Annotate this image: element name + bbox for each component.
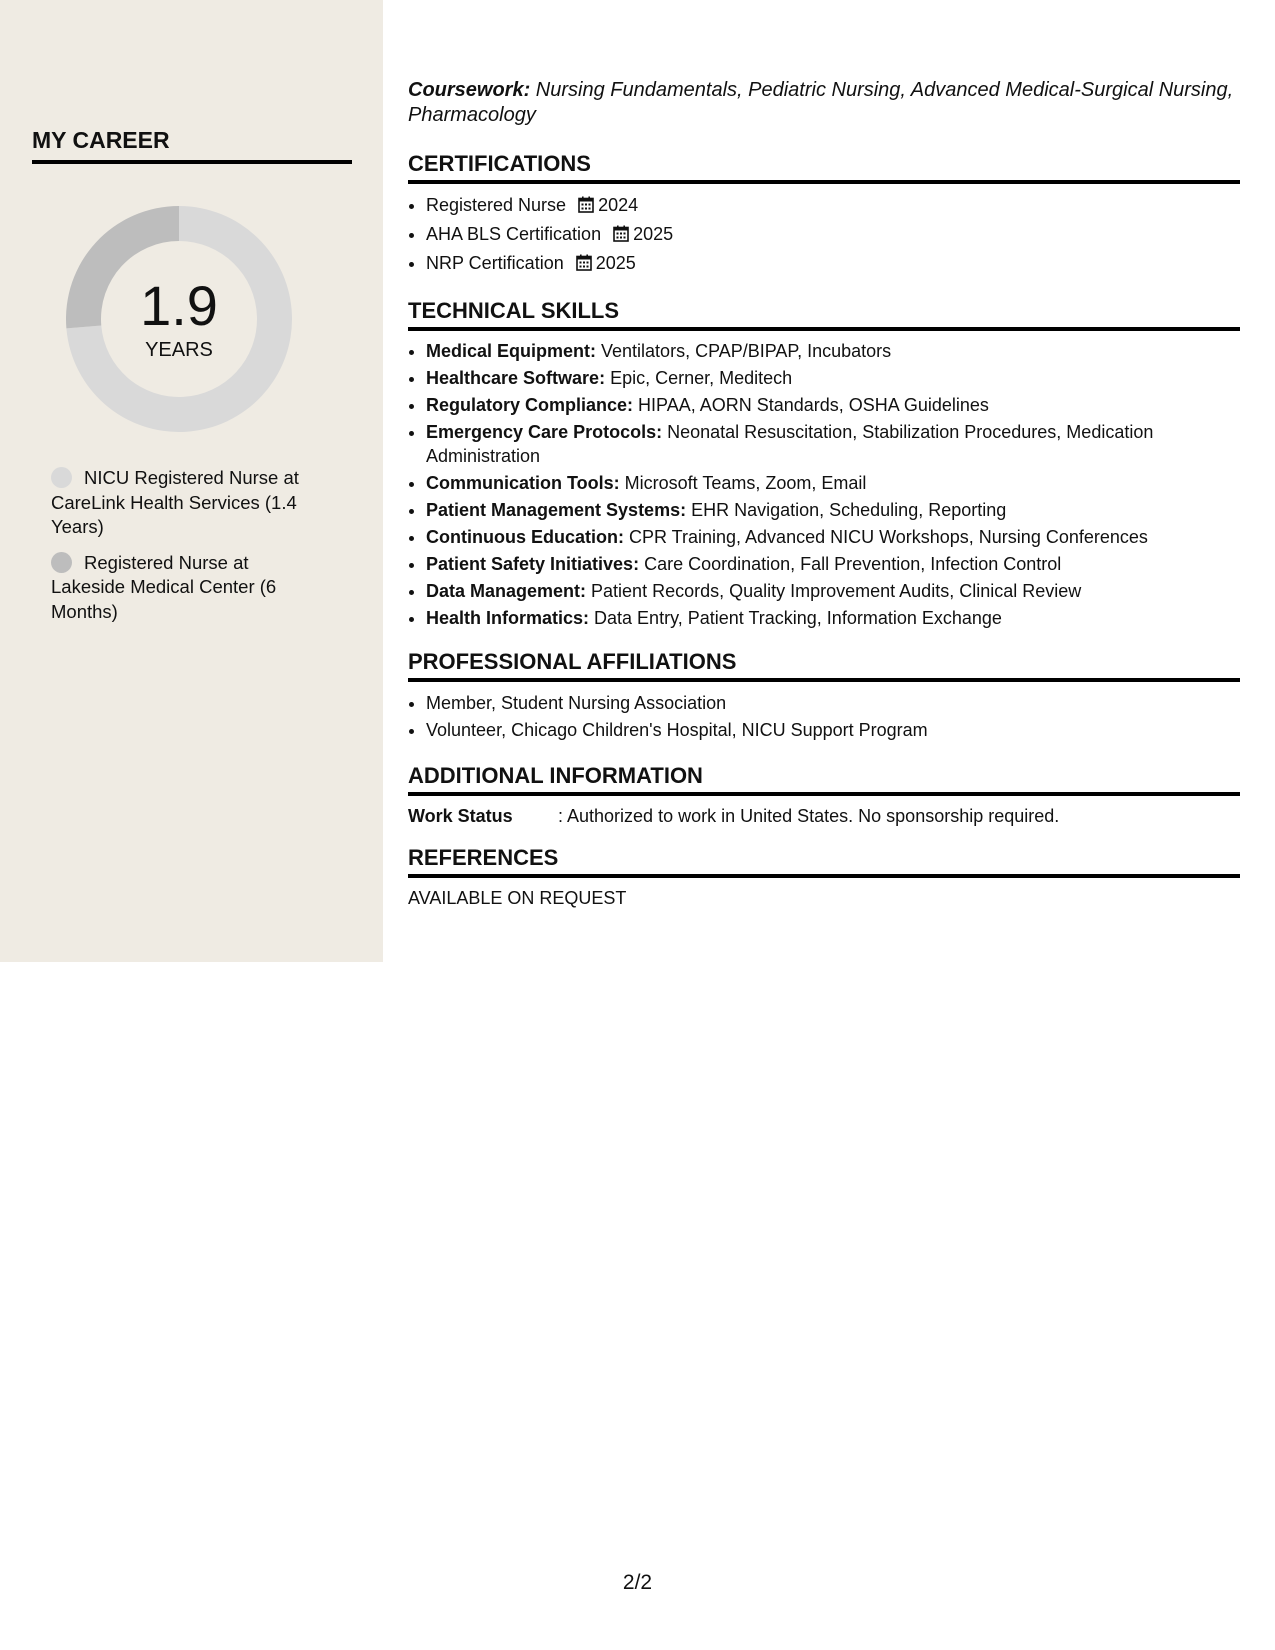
cert-year: 2025 <box>633 224 674 244</box>
list-item <box>426 579 1240 603</box>
legend-item-carelink <box>51 466 311 540</box>
skill-text: Patient Records, Quality Improvement Audits, Clinical Review <box>586 581 1082 601</box>
work-status-row <box>408 804 1240 828</box>
total-years-value: 1.9 <box>140 274 218 337</box>
section-title: CERTIFICATIONS <box>408 150 1240 184</box>
references-text: AVAILABLE ON REQUEST <box>408 888 627 908</box>
list-item <box>426 339 1240 363</box>
list-item <box>426 393 1240 417</box>
references-section <box>408 844 1240 910</box>
skill-label: Regulatory Compliance: <box>426 395 634 415</box>
list-item <box>426 221 1240 250</box>
skills-list <box>408 339 1240 630</box>
list-item <box>426 498 1240 522</box>
total-years-unit: YEARS <box>145 339 213 361</box>
skill-label: Health Informatics: <box>426 608 590 628</box>
skill-text: Data Entry, Patient Tracking, Information Exchange <box>589 608 1002 628</box>
coursework-label: Coursework: <box>408 79 531 101</box>
work-status-value: : Authorized to work in United States. No sponsorship required. <box>558 806 1060 826</box>
list-item <box>426 192 1240 221</box>
calendar-icon <box>613 223 629 250</box>
list-item <box>426 366 1240 390</box>
section-title: TECHNICAL SKILLS <box>408 297 1240 331</box>
skill-text: Neonatal Resuscitation, Stabilization Procedures, Medication Administration <box>426 422 1154 466</box>
legend-label: NICU Registered Nurse at CareLink Health Services (1.4 Years) <box>51 467 299 537</box>
work-status-label: Work Status <box>408 806 513 826</box>
technical-skills-section <box>408 297 1240 630</box>
sidebar <box>0 0 383 962</box>
cert-year: 2024 <box>598 195 639 215</box>
list-item <box>426 250 1240 279</box>
main-content <box>408 78 1240 910</box>
section-title: ADDITIONAL INFORMATION <box>408 762 1240 796</box>
legend-dot-icon <box>51 467 72 488</box>
list-item <box>426 525 1240 549</box>
list-item: • Volunteer, Chicago Children's Hospital, NICU Support Program <box>426 717 1240 744</box>
skill-label: Data Management: <box>426 581 587 601</box>
cert-year: 2025 <box>595 253 636 273</box>
list-item <box>426 552 1240 576</box>
skill-text: HIPAA, AORN Standards, OSHA Guidelines <box>633 395 989 415</box>
career-heading: MY CAREER <box>32 126 352 164</box>
certifications-section <box>408 150 1240 279</box>
skill-label: Patient Management Systems: <box>426 500 687 520</box>
list-item: • Member, Student Nursing Association <box>426 690 1240 717</box>
affiliations-section <box>408 648 1240 744</box>
affiliations-list <box>408 690 1240 744</box>
career-donut-chart <box>66 206 292 432</box>
skill-text: CPR Training, Advanced NICU Workshops, Nursing Conferences <box>623 527 1148 547</box>
additional-info-section <box>408 762 1240 828</box>
skill-label: Medical Equipment: <box>426 341 597 361</box>
legend-item-lakeside <box>51 551 311 625</box>
skill-text: Microsoft Teams, Zoom, Email <box>619 473 867 493</box>
cert-name: Registered Nurse <box>426 195 567 215</box>
calendar-icon <box>576 252 592 279</box>
cert-name: NRP Certification <box>426 253 564 273</box>
list-item <box>426 420 1240 468</box>
skill-label: Healthcare Software: <box>426 368 606 388</box>
skill-label: Emergency Care Protocols: <box>426 422 663 442</box>
list-item <box>426 606 1240 630</box>
section-title: PROFESSIONAL AFFILIATIONS <box>408 648 1240 682</box>
certifications-list <box>408 192 1240 279</box>
skill-text: Ventilators, CPAP/BIPAP, Incubators <box>596 341 892 361</box>
calendar-icon <box>578 194 594 221</box>
skill-label: Patient Safety Initiatives: <box>426 554 640 574</box>
coursework-text: Nursing Fundamentals, Pediatric Nursing, Advanced Medical-Surgical Nursing, Pharmacology <box>408 79 1234 126</box>
skill-text: Care Coordination, Fall Prevention, Infection Control <box>639 554 1062 574</box>
list-item <box>426 471 1240 495</box>
cert-name: AHA BLS Certification <box>426 224 602 244</box>
coursework <box>408 78 1240 128</box>
legend-dot-icon <box>51 552 72 573</box>
legend-label: Registered Nurse at Lakeside Medical Center (6 Months) <box>51 551 277 622</box>
section-title: REFERENCES <box>408 844 1240 878</box>
career-legend <box>51 466 311 635</box>
skill-text: Epic, Cerner, Meditech <box>605 368 793 388</box>
skill-text: EHR Navigation, Scheduling, Reporting <box>686 500 1007 520</box>
skill-label: Continuous Education: <box>426 527 624 547</box>
page-number: 2/2 <box>622 1571 653 1594</box>
skill-label: Communication Tools: <box>426 473 620 493</box>
